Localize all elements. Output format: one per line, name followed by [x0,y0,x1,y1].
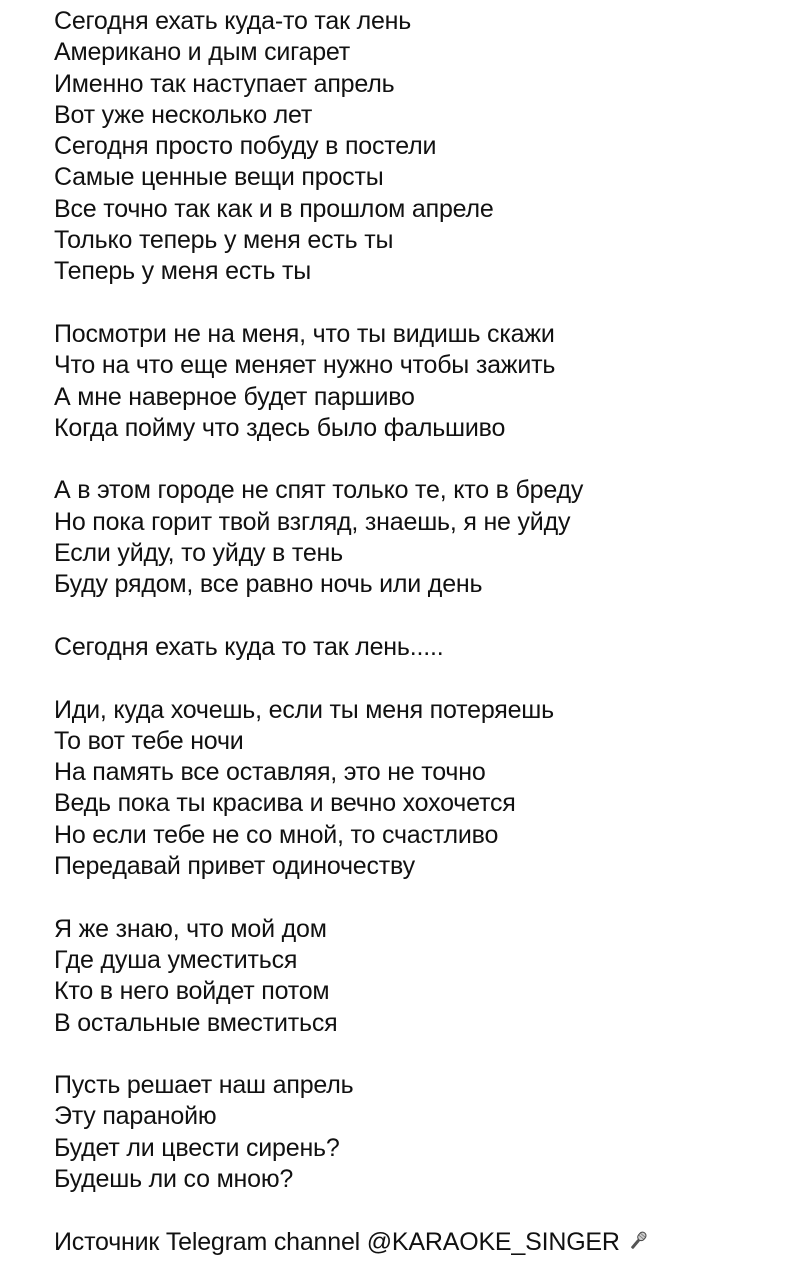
lyric-line: Только теперь у меня есть ты [54,226,394,255]
lyric-line: Самые ценные вещи просты [54,163,384,192]
lyric-line: Сегодня ехать куда то так лень..... [54,632,444,661]
lyric-line: Пусть решает наш апрель [54,1071,354,1100]
lyric-line: А в этом городе не спят только те, кто в бреду [54,476,584,505]
lyric-line: Вот уже несколько лет [54,100,313,129]
lyric-line: Буду рядом, все равно ночь или день [54,570,483,599]
lyric-line: Эту паранойю [54,1102,217,1131]
lyric-line: Сегодня просто побуду в постели [54,132,437,161]
stanza-2 [54,319,784,444]
lyric-line: Теперь у меня есть ты [54,257,311,286]
stanza-1 [54,6,784,288]
lyric-line: Ведь пока ты красива и вечно хохочется [54,789,516,818]
lyric-line: Иди, куда хочешь, если ты меня потеряешь [54,695,554,724]
stanza-5 [54,695,784,883]
lyric-line: Все точно так как и в прошлом апреле [54,194,494,223]
lyric-line: Но если тебе не со мной, то счастливо [54,820,499,849]
lyric-line: Если уйду, то уйду в тень [54,539,343,568]
stanza-4 [54,632,784,663]
lyric-line: А мне наверное будет паршиво [54,382,415,411]
lyric-line: Именно так наступает апрель [54,69,395,98]
lyric-line: Сегодня ехать куда-то так лень [54,7,412,35]
lyric-line: В остальные вместиться [54,1008,338,1037]
lyric-line: Будет ли цвести сирень? [54,1133,340,1162]
source-text: Источник Telegram channel @KARAOKE_SINGER [54,1227,620,1256]
lyric-line: Посмотри не на меня, что ты видишь скажи [54,319,555,348]
lyric-line: То вот тебе ночи [54,726,244,755]
lyric-line: Передавай привет одиночеству [54,852,415,881]
stanza-3 [54,475,784,600]
source-credit [54,1227,784,1258]
lyrics-text [54,6,784,1258]
lyric-line: Американо и дым сигарет [54,38,351,67]
stanza-6 [54,914,784,1039]
stanza-7 [54,1070,784,1195]
lyric-line: Но пока горит твой взгляд, знаешь, я не уйду [54,507,571,536]
lyric-line: Когда пойму что здесь было фальшиво [54,413,506,442]
lyric-line: Я же знаю, что мой дом [54,914,327,943]
lyric-line: Где душа уместиться [54,945,298,974]
lyric-line: Что на что еще меняет нужно чтобы зажить [54,351,556,380]
lyric-line: Будешь ли со мною? [54,1164,294,1193]
lyric-line: На память все оставляя, это не точно [54,758,486,787]
microphone-icon [626,1229,650,1253]
lyric-line: Кто в него войдет потом [54,977,330,1006]
